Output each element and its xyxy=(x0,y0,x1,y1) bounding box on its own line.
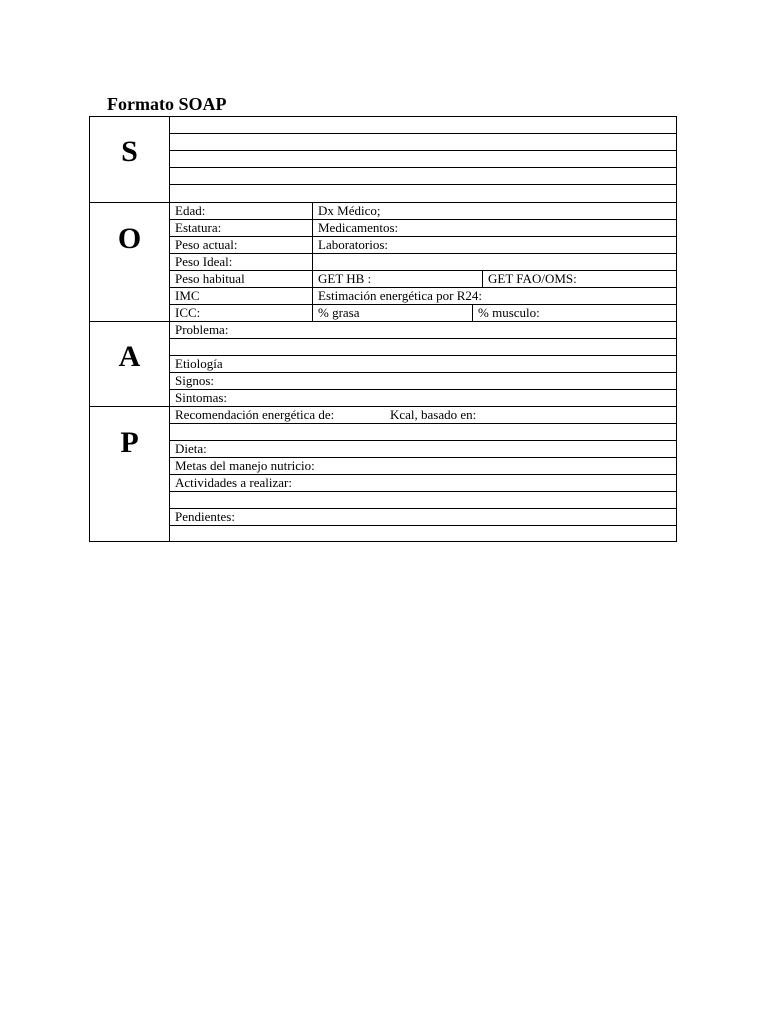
signos-row xyxy=(170,373,676,390)
problema-blank-line[interactable] xyxy=(170,339,676,356)
objective-row-3 xyxy=(170,237,676,254)
dieta-field[interactable]: Dieta: xyxy=(175,441,207,456)
section-plan xyxy=(90,406,676,541)
subjective-line-5[interactable] xyxy=(170,185,676,202)
problema-field[interactable]: Problema: xyxy=(175,322,229,337)
section-objective xyxy=(90,202,676,321)
subjective-line-1[interactable] xyxy=(170,117,676,134)
peso-ideal-blank-cell[interactable] xyxy=(312,254,676,270)
problema-row xyxy=(170,322,676,339)
actividades-blank-line[interactable] xyxy=(170,492,676,509)
section-subjective xyxy=(90,117,676,202)
signos-field[interactable]: Signos: xyxy=(175,373,215,388)
pendientes-blank-line[interactable] xyxy=(170,526,676,542)
kcal-basado-field[interactable]: Kcal, basado en: xyxy=(390,407,477,422)
metas-field[interactable]: Metas del manejo nutricio: xyxy=(175,458,315,473)
objective-row-1 xyxy=(170,203,676,220)
recomendacion-row xyxy=(170,407,676,424)
objective-row-4 xyxy=(170,254,676,271)
etiologia-field[interactable]: Etiología xyxy=(175,356,223,371)
actividades-row xyxy=(170,475,676,492)
subjective-line-4[interactable] xyxy=(170,168,676,185)
objective-row-6 xyxy=(170,288,676,305)
etiologia-row xyxy=(170,356,676,373)
icc-field[interactable]: ICC: xyxy=(175,305,201,320)
grasa-field[interactable]: % grasa xyxy=(312,305,472,322)
metas-row xyxy=(170,458,676,475)
soap-form-table xyxy=(89,116,677,542)
objective-row-7 xyxy=(170,305,676,322)
peso-habitual-field[interactable]: Peso habitual xyxy=(175,271,245,286)
musculo-field[interactable]: % musculo: xyxy=(472,305,676,322)
document-title: Formato SOAP xyxy=(107,94,227,114)
dieta-row xyxy=(170,441,676,458)
subjective-line-3[interactable] xyxy=(170,151,676,168)
peso-actual-field[interactable]: Peso actual: xyxy=(175,237,238,252)
section-letter-s: S xyxy=(90,117,170,202)
peso-ideal-field[interactable]: Peso Ideal: xyxy=(175,254,233,269)
sintomas-row xyxy=(170,390,676,407)
get-hb-field[interactable]: GET HB : xyxy=(312,271,482,287)
pendientes-field[interactable]: Pendientes: xyxy=(175,509,235,524)
objective-row-2 xyxy=(170,220,676,237)
recomendacion-blank-line[interactable] xyxy=(170,424,676,441)
edad-field[interactable]: Edad: xyxy=(175,203,206,218)
section-letter-o: O xyxy=(90,203,170,321)
dx-medico-field[interactable]: Dx Médico; xyxy=(312,203,676,219)
subjective-line-2[interactable] xyxy=(170,134,676,151)
pendientes-row xyxy=(170,509,676,526)
estimacion-energetica-field[interactable]: Estimación energética por R24: xyxy=(312,288,676,304)
get-fao-oms-field[interactable]: GET FAO/OMS: xyxy=(482,271,676,287)
section-letter-a: A xyxy=(90,322,170,406)
section-assessment xyxy=(90,321,676,406)
imc-field[interactable]: IMC xyxy=(175,288,200,303)
medicamentos-field[interactable]: Medicamentos: xyxy=(312,220,676,236)
actividades-field[interactable]: Actividades a realizar: xyxy=(175,475,292,490)
recomendacion-energetica-field[interactable]: Recomendación energética de: xyxy=(175,407,335,422)
sintomas-field[interactable]: Sintomas: xyxy=(175,390,228,405)
section-letter-p: P xyxy=(90,407,170,541)
estatura-field[interactable]: Estatura: xyxy=(175,220,222,235)
laboratorios-field[interactable]: Laboratorios: xyxy=(312,237,676,253)
objective-row-5 xyxy=(170,271,676,288)
